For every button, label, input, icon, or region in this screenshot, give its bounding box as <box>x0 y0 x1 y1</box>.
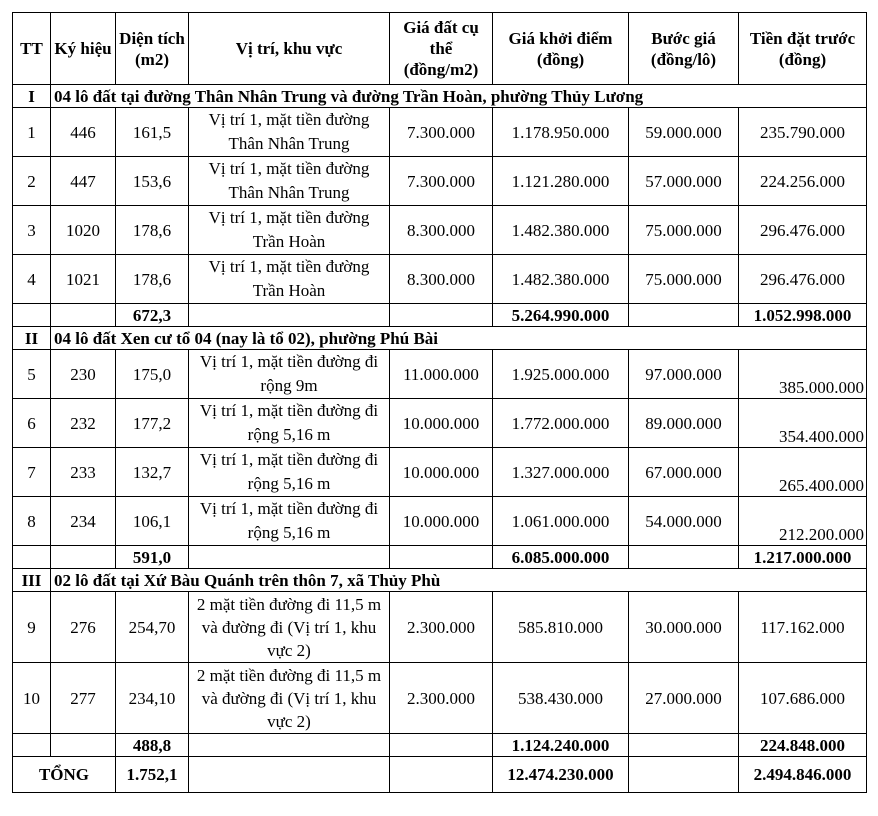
cell-gia-khoi-diem: 1.482.380.000 <box>493 206 629 255</box>
header-dien-tich: Diện tích (m2) <box>116 13 189 85</box>
cell-tien-dat-truoc: 117.162.000 <box>739 592 867 663</box>
total-row <box>13 757 867 793</box>
section-numeral: I <box>13 85 51 108</box>
cell-gia-dat: 10.000.000 <box>390 497 493 546</box>
cell-ky-hieu: 277 <box>51 663 116 734</box>
section-row <box>13 85 867 108</box>
cell-tien-dat-truoc: 385.000.000 <box>739 350 867 399</box>
cell-tt: 4 <box>13 255 51 304</box>
section-numeral: II <box>13 327 51 350</box>
subtotal-dien-tich: 672,3 <box>116 304 189 327</box>
cell-gia-khoi-diem: 585.810.000 <box>493 592 629 663</box>
cell-dien-tich: 161,5 <box>116 108 189 157</box>
cell-dien-tich: 178,6 <box>116 255 189 304</box>
cell-ky-hieu: 1020 <box>51 206 116 255</box>
cell-vi-tri: Vị trí 1, mặt tiền đường Trần Hoàn <box>189 255 390 304</box>
cell-dien-tich: 132,7 <box>116 448 189 497</box>
subtotal-tien-dat-truoc: 1.217.000.000 <box>739 546 867 569</box>
cell-buoc-gia: 75.000.000 <box>629 206 739 255</box>
cell-vi-tri: Vị trí 1, mặt tiền đường Thân Nhân Trung <box>189 108 390 157</box>
cell-tt: 7 <box>13 448 51 497</box>
cell-tien-dat-truoc: 224.256.000 <box>739 157 867 206</box>
cell-buoc-gia: 59.000.000 <box>629 108 739 157</box>
cell-buoc-gia: 67.000.000 <box>629 448 739 497</box>
cell-gia-khoi-diem: 1.482.380.000 <box>493 255 629 304</box>
total-label: TỔNG <box>13 757 116 793</box>
cell-gia-khoi-diem: 1.925.000.000 <box>493 350 629 399</box>
cell-tien-dat-truoc: 265.400.000 <box>739 448 867 497</box>
cell-gia-dat: 10.000.000 <box>390 448 493 497</box>
cell-vi-tri: 2 mặt tiền đường đi 11,5 m và đường đi (Vị trí 1, khu vực 2) <box>189 663 390 734</box>
table-row <box>13 350 867 399</box>
subtotal-row <box>13 304 867 327</box>
cell-gia-khoi-diem: 1.772.000.000 <box>493 399 629 448</box>
table-row <box>13 157 867 206</box>
cell-gia-dat: 7.300.000 <box>390 108 493 157</box>
cell-gia-dat: 8.300.000 <box>390 255 493 304</box>
cell-tt: 2 <box>13 157 51 206</box>
cell-tt: 9 <box>13 592 51 663</box>
cell-gia-dat: 11.000.000 <box>390 350 493 399</box>
cell-ky-hieu: 234 <box>51 497 116 546</box>
total-dien-tich: 1.752,1 <box>116 757 189 793</box>
header-tt: TT <box>13 13 51 85</box>
cell-tt: 1 <box>13 108 51 157</box>
cell-gia-dat: 2.300.000 <box>390 663 493 734</box>
header-gia-dat: Giá đất cụ thể (đồng/m2) <box>390 13 493 85</box>
cell-ky-hieu: 230 <box>51 350 116 399</box>
cell-gia-khoi-diem: 1.178.950.000 <box>493 108 629 157</box>
cell-ky-hieu: 233 <box>51 448 116 497</box>
cell-dien-tich: 234,10 <box>116 663 189 734</box>
cell-gia-khoi-diem: 1.121.280.000 <box>493 157 629 206</box>
section-title: 04 lô đất Xen cư tổ 04 (nay là tổ 02), phường Phú Bài <box>51 327 867 350</box>
cell-vi-tri: Vị trí 1, mặt tiền đường đi rộng 5,16 m <box>189 448 390 497</box>
cell-tt: 6 <box>13 399 51 448</box>
cell-gia-dat: 8.300.000 <box>390 206 493 255</box>
subtotal-row <box>13 546 867 569</box>
header-vi-tri: Vị trí, khu vực <box>189 13 390 85</box>
cell-dien-tich: 153,6 <box>116 157 189 206</box>
cell-tien-dat-truoc: 296.476.000 <box>739 255 867 304</box>
cell-tien-dat-truoc: 235.790.000 <box>739 108 867 157</box>
table-row <box>13 108 867 157</box>
cell-gia-dat: 7.300.000 <box>390 157 493 206</box>
cell-ky-hieu: 276 <box>51 592 116 663</box>
table-row <box>13 399 867 448</box>
subtotal-row <box>13 734 867 757</box>
table-row <box>13 592 867 663</box>
section-row <box>13 569 867 592</box>
cell-vi-tri: Vị trí 1, mặt tiền đường đi rộng 5,16 m <box>189 399 390 448</box>
cell-ky-hieu: 447 <box>51 157 116 206</box>
cell-vi-tri: Vị trí 1, mặt tiền đường đi rộng 5,16 m <box>189 497 390 546</box>
total-gia-khoi-diem: 12.474.230.000 <box>493 757 629 793</box>
subtotal-dien-tich: 591,0 <box>116 546 189 569</box>
cell-gia-khoi-diem: 538.430.000 <box>493 663 629 734</box>
cell-buoc-gia: 27.000.000 <box>629 663 739 734</box>
total-tien-dat-truoc: 2.494.846.000 <box>739 757 867 793</box>
header-tien-dat-truoc: Tiền đặt trước (đồng) <box>739 13 867 85</box>
cell-tt: 8 <box>13 497 51 546</box>
table-row <box>13 255 867 304</box>
table-row <box>13 663 867 734</box>
cell-ky-hieu: 1021 <box>51 255 116 304</box>
section-title: 04 lô đất tại đường Thân Nhân Trung và đường Trần Hoàn, phường Thủy Lương <box>51 85 867 108</box>
cell-tien-dat-truoc: 212.200.000 <box>739 497 867 546</box>
cell-buoc-gia: 89.000.000 <box>629 399 739 448</box>
cell-dien-tich: 106,1 <box>116 497 189 546</box>
section-row <box>13 327 867 350</box>
cell-dien-tich: 178,6 <box>116 206 189 255</box>
subtotal-tien-dat-truoc: 224.848.000 <box>739 734 867 757</box>
cell-buoc-gia: 30.000.000 <box>629 592 739 663</box>
table-row <box>13 448 867 497</box>
subtotal-tien-dat-truoc: 1.052.998.000 <box>739 304 867 327</box>
cell-buoc-gia: 75.000.000 <box>629 255 739 304</box>
cell-gia-khoi-diem: 1.061.000.000 <box>493 497 629 546</box>
header-buoc-gia: Bước giá (đồng/lô) <box>629 13 739 85</box>
cell-tt: 10 <box>13 663 51 734</box>
cell-tien-dat-truoc: 354.400.000 <box>739 399 867 448</box>
cell-vi-tri: Vị trí 1, mặt tiền đường đi rộng 9m <box>189 350 390 399</box>
cell-tien-dat-truoc: 296.476.000 <box>739 206 867 255</box>
cell-tt: 5 <box>13 350 51 399</box>
subtotal-dien-tich: 488,8 <box>116 734 189 757</box>
section-title: 02 lô đất tại Xứ Bàu Quánh trên thôn 7, xã Thủy Phù <box>51 569 867 592</box>
cell-dien-tich: 175,0 <box>116 350 189 399</box>
cell-tt: 3 <box>13 206 51 255</box>
cell-vi-tri: Vị trí 1, mặt tiền đường Thân Nhân Trung <box>189 157 390 206</box>
cell-vi-tri: Vị trí 1, mặt tiền đường Trần Hoàn <box>189 206 390 255</box>
land-auction-table <box>12 12 867 793</box>
cell-ky-hieu: 446 <box>51 108 116 157</box>
cell-buoc-gia: 54.000.000 <box>629 497 739 546</box>
header-gia-khoi-diem: Giá khởi điểm (đồng) <box>493 13 629 85</box>
subtotal-gia-khoi-diem: 5.264.990.000 <box>493 304 629 327</box>
subtotal-gia-khoi-diem: 6.085.000.000 <box>493 546 629 569</box>
header-ky-hieu: Ký hiệu <box>51 13 116 85</box>
cell-gia-dat: 2.300.000 <box>390 592 493 663</box>
cell-vi-tri: 2 mặt tiền đường đi 11,5 m và đường đi (Vị trí 1, khu vực 2) <box>189 592 390 663</box>
table-row <box>13 206 867 255</box>
header-row <box>13 13 867 85</box>
cell-ky-hieu: 232 <box>51 399 116 448</box>
table-row <box>13 497 867 546</box>
cell-dien-tich: 254,70 <box>116 592 189 663</box>
cell-gia-dat: 10.000.000 <box>390 399 493 448</box>
subtotal-gia-khoi-diem: 1.124.240.000 <box>493 734 629 757</box>
cell-tien-dat-truoc: 107.686.000 <box>739 663 867 734</box>
cell-gia-khoi-diem: 1.327.000.000 <box>493 448 629 497</box>
cell-buoc-gia: 57.000.000 <box>629 157 739 206</box>
section-numeral: III <box>13 569 51 592</box>
cell-buoc-gia: 97.000.000 <box>629 350 739 399</box>
cell-dien-tich: 177,2 <box>116 399 189 448</box>
